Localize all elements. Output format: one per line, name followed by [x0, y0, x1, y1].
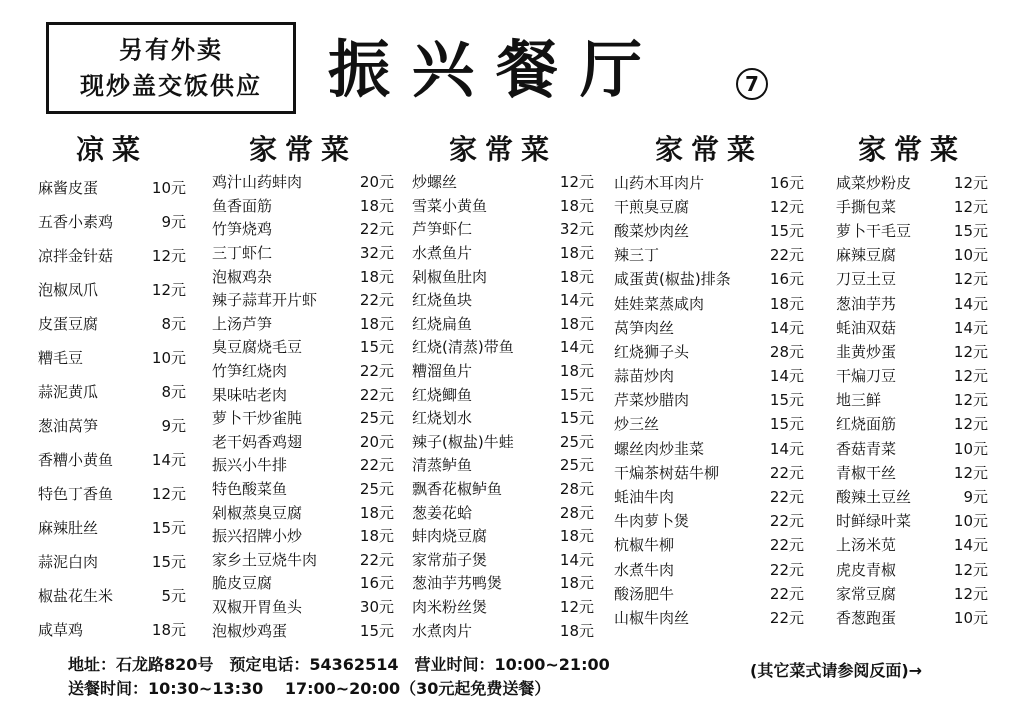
dish-row — [614, 170, 804, 194]
dish-row — [412, 335, 594, 359]
dish-price: 12元 — [953, 560, 988, 579]
column-title: 家常菜 — [448, 133, 557, 166]
dish-row — [212, 618, 394, 642]
dish-row — [212, 453, 394, 477]
dish-name: 剁椒鱼肚肉 — [412, 267, 488, 286]
dish-row — [412, 618, 594, 642]
dish-name: 香菇青菜 — [836, 439, 897, 458]
dish-price: 18元 — [359, 527, 394, 546]
dish-price: 10元 — [151, 178, 186, 197]
dish-name: 炒螺丝 — [412, 173, 458, 192]
dish-price: 12元 — [953, 173, 988, 192]
dish-name: 虎皮青椒 — [836, 560, 897, 579]
dish-name: 蚌肉烧豆腐 — [412, 527, 488, 546]
dish-name: 炒三丝 — [614, 415, 660, 434]
dish-row — [614, 557, 804, 581]
dish-name: 老干妈香鸡翅 — [212, 432, 303, 451]
dish-row — [212, 500, 394, 524]
dish-name: 地三鲜 — [836, 391, 882, 410]
dish-price: 22元 — [359, 385, 394, 404]
dish-name: 辣子(椒盐)牛蛙 — [412, 432, 514, 451]
dish-name: 五香小素鸡 — [38, 212, 114, 231]
dish-name: 水煮牛肉 — [614, 560, 675, 579]
dish-name: 泡椒鸡杂 — [212, 267, 273, 286]
dish-price: 22元 — [769, 536, 804, 555]
dish-price: 12元 — [953, 367, 988, 386]
dish-price: 22元 — [769, 246, 804, 265]
dish-name: 葱油芋艿鸭煲 — [412, 574, 503, 593]
dish-price: 18元 — [559, 196, 594, 215]
dish-row — [614, 364, 804, 388]
dish-row — [836, 218, 988, 242]
dish-name: 牛肉萝卜煲 — [614, 512, 690, 531]
dish-row — [212, 406, 394, 430]
dish-price: 25元 — [359, 409, 394, 428]
dish-name: 凉拌金针菇 — [38, 246, 114, 265]
dish-row — [836, 533, 988, 557]
dish-price: 18元 — [559, 574, 594, 593]
dish-price: 10元 — [953, 608, 988, 627]
dish-row — [212, 312, 394, 336]
dish-price: 14元 — [953, 294, 988, 313]
dish-name: 椒盐花生米 — [38, 586, 114, 605]
dish-price: 15元 — [151, 518, 186, 537]
dish-row — [212, 430, 394, 454]
dish-row — [614, 460, 804, 484]
dish-row — [212, 241, 394, 265]
dish-price: 15元 — [953, 221, 988, 240]
dish-price: 14元 — [769, 367, 804, 386]
dish-row — [38, 442, 186, 476]
dish-row — [212, 288, 394, 312]
dish-name: 干煸刀豆 — [836, 367, 897, 386]
dish-name: 手撕包菜 — [836, 197, 897, 216]
dish-price: 15元 — [769, 391, 804, 410]
dish-row — [38, 306, 186, 340]
dish-name: 家常茄子煲 — [412, 550, 488, 569]
dish-price: 14元 — [953, 536, 988, 555]
dish-price: 18元 — [359, 196, 394, 215]
dish-price: 22元 — [769, 584, 804, 603]
dish-row — [38, 476, 186, 510]
dish-name: 清蒸鲈鱼 — [412, 456, 473, 475]
dish-row — [614, 581, 804, 605]
dish-row — [412, 477, 594, 501]
dish-name: 咸草鸡 — [38, 620, 84, 639]
menu-column-home-style-1 — [212, 130, 394, 642]
dish-row — [412, 430, 594, 454]
dish-row — [836, 291, 988, 315]
dish-row — [836, 605, 988, 629]
dish-price: 8元 — [161, 382, 186, 401]
dish-name: 蒜泥白肉 — [38, 552, 99, 571]
dish-price: 32元 — [359, 244, 394, 263]
dish-name: 干煸茶树菇牛柳 — [614, 463, 720, 482]
dish-name: 皮蛋豆腐 — [38, 314, 99, 333]
menu-column-home-style-4 — [836, 130, 988, 630]
dish-price: 16元 — [769, 173, 804, 192]
dish-row — [38, 578, 186, 612]
dish-row — [38, 510, 186, 544]
dish-name: 山椒牛肉丝 — [614, 608, 690, 627]
dish-price: 22元 — [769, 560, 804, 579]
dish-name: 家常豆腐 — [836, 584, 897, 603]
dish-name: 振兴招牌小炒 — [212, 527, 303, 546]
dish-price: 28元 — [559, 480, 594, 499]
dish-name: 辣三丁 — [614, 246, 660, 265]
dish-row — [614, 243, 804, 267]
dish-price: 5元 — [161, 586, 186, 605]
dish-name: 辣子蒜茸开片虾 — [212, 291, 318, 310]
dish-price: 28元 — [769, 342, 804, 361]
dish-name: 萝卜干毛豆 — [836, 221, 912, 240]
dish-name: 蒜苗炒肉 — [614, 367, 675, 386]
dish-row — [614, 339, 804, 363]
dish-row — [212, 548, 394, 572]
dish-name: 剁椒蒸臭豆腐 — [212, 503, 303, 522]
dish-row — [38, 544, 186, 578]
dish-name: 红烧鱼块 — [412, 291, 473, 310]
dish-price: 25元 — [559, 432, 594, 451]
dish-name: 飘香花椒鲈鱼 — [412, 480, 503, 499]
dish-row — [836, 509, 988, 533]
dish-price: 12元 — [769, 197, 804, 216]
dish-price: 22元 — [359, 291, 394, 310]
see-reverse-note: (其它菜式请参阅反面)→ — [750, 661, 923, 680]
dish-name: 红烧鲫鱼 — [412, 385, 473, 404]
dish-price: 12元 — [151, 484, 186, 503]
dish-row — [412, 524, 594, 548]
takeout-line-2: 现炒盖交饭供应 — [80, 71, 262, 100]
dish-name: 娃娃菜蒸咸肉 — [614, 294, 705, 313]
dish-price: 22元 — [359, 456, 394, 475]
dish-row — [614, 315, 804, 339]
dish-name: 雪菜小黄鱼 — [412, 196, 488, 215]
dish-price: 18元 — [151, 620, 186, 639]
dish-name: 竹笋烧鸡 — [212, 220, 273, 239]
dish-row — [614, 194, 804, 218]
dish-row — [412, 264, 594, 288]
dish-price: 9元 — [963, 488, 988, 507]
dish-name: 酸菜炒肉丝 — [614, 221, 690, 240]
dish-name: 糟溜鱼片 — [412, 362, 473, 381]
dish-row — [836, 364, 988, 388]
dish-price: 22元 — [359, 362, 394, 381]
dish-price: 12元 — [559, 597, 594, 616]
dish-price: 15元 — [769, 415, 804, 434]
dish-price: 9元 — [161, 416, 186, 435]
dish-name: 莴笋肉丝 — [614, 318, 675, 337]
dish-price: 12元 — [953, 584, 988, 603]
dish-price: 12元 — [953, 270, 988, 289]
dish-name: 竹笋红烧肉 — [212, 362, 288, 381]
dish-price: 15元 — [151, 552, 186, 571]
column-title: 家常菜 — [857, 133, 966, 166]
dish-name: 杭椒牛柳 — [614, 536, 675, 555]
dish-row — [412, 359, 594, 383]
dish-price: 32元 — [559, 220, 594, 239]
dish-row — [412, 406, 594, 430]
dish-name: 泡椒炒鸡蛋 — [212, 621, 288, 640]
dish-price: 18元 — [359, 314, 394, 333]
dish-row — [38, 170, 186, 204]
dish-row — [212, 524, 394, 548]
dish-row — [38, 408, 186, 442]
menu-number-badge: 7 — [736, 68, 768, 100]
dish-name: 麻辣豆腐 — [836, 246, 897, 265]
dish-name: 葱姜花蛤 — [412, 503, 473, 522]
footer-address-line: 地址：石龙路820号 预定电话：54362514 营业时间：10:00~21:00 — [68, 655, 610, 674]
dish-row — [38, 374, 186, 408]
dish-name: 鱼香面筋 — [212, 196, 273, 215]
dish-row — [212, 359, 394, 383]
dish-name: 双椒开胃鱼头 — [212, 597, 303, 616]
dish-price: 22元 — [769, 512, 804, 531]
dish-row — [836, 194, 988, 218]
dish-price: 12元 — [953, 463, 988, 482]
dish-price: 18元 — [559, 527, 594, 546]
dish-price: 9元 — [161, 212, 186, 231]
dish-name: 特色丁香鱼 — [38, 484, 114, 503]
dish-name: 芹菜炒腊肉 — [614, 391, 690, 410]
dish-price: 15元 — [359, 621, 394, 640]
dish-list — [836, 170, 988, 630]
dish-price: 18元 — [769, 294, 804, 313]
dish-name: 三丁虾仁 — [212, 244, 273, 263]
dish-row — [614, 436, 804, 460]
dish-row — [614, 533, 804, 557]
dish-row — [38, 272, 186, 306]
dish-row — [412, 288, 594, 312]
dish-name: 蚝油双菇 — [836, 318, 897, 337]
dish-name: 芦笋虾仁 — [412, 220, 473, 239]
dish-name: 泡椒凤爪 — [38, 280, 99, 299]
menu-column-cold-dishes — [38, 130, 186, 646]
dish-row — [614, 267, 804, 291]
dish-name: 酸辣土豆丝 — [836, 488, 912, 507]
dish-list — [614, 170, 804, 630]
column-title: 家常菜 — [248, 133, 357, 166]
dish-price: 22元 — [769, 608, 804, 627]
dish-price: 14元 — [559, 291, 594, 310]
dish-name: 香糟小黄鱼 — [38, 450, 114, 469]
dish-price: 25元 — [559, 456, 594, 475]
dish-name: 红烧划水 — [412, 409, 473, 428]
dish-row — [412, 382, 594, 406]
dish-row — [836, 339, 988, 363]
dish-price: 14元 — [769, 318, 804, 337]
dish-row — [412, 571, 594, 595]
dish-name: 干煎臭豆腐 — [614, 197, 690, 216]
footer-delivery-line: 送餐时间：10:30~13:30 17:00~20:00（30元起免费送餐） — [68, 679, 551, 698]
dish-name: 脆皮豆腐 — [212, 574, 273, 593]
dish-name: 上汤米苋 — [836, 536, 897, 555]
dish-price: 18元 — [559, 314, 594, 333]
dish-name: 刀豆土豆 — [836, 270, 897, 289]
dish-price: 22元 — [769, 488, 804, 507]
dish-list — [38, 170, 186, 646]
dish-price: 14元 — [151, 450, 186, 469]
dish-price: 20元 — [359, 432, 394, 451]
dish-name: 红烧面筋 — [836, 415, 897, 434]
dish-row — [412, 595, 594, 619]
dish-name: 螺丝肉炒韭菜 — [614, 439, 705, 458]
dish-name: 肉米粉丝煲 — [412, 597, 488, 616]
dish-name: 蚝油牛肉 — [614, 488, 675, 507]
dish-name: 特色酸菜鱼 — [212, 480, 288, 499]
dish-row — [836, 170, 988, 194]
dish-row — [836, 581, 988, 605]
dish-price: 22元 — [359, 220, 394, 239]
dish-name: 红烧扁鱼 — [412, 314, 473, 333]
dish-price: 25元 — [359, 480, 394, 499]
dish-row — [212, 217, 394, 241]
dish-row — [412, 217, 594, 241]
dish-row — [836, 388, 988, 412]
dish-row — [614, 218, 804, 242]
dish-price: 12元 — [151, 280, 186, 299]
dish-price: 12元 — [953, 197, 988, 216]
dish-name: 韭黄炒蛋 — [836, 342, 897, 361]
dish-price: 18元 — [359, 267, 394, 286]
dish-price: 22元 — [359, 550, 394, 569]
dish-price: 18元 — [559, 244, 594, 263]
dish-price: 15元 — [359, 338, 394, 357]
dish-name: 果味咕老肉 — [212, 385, 288, 404]
dish-row — [212, 194, 394, 218]
dish-row — [614, 291, 804, 315]
menu-column-home-style-2 — [412, 130, 594, 642]
dish-row — [836, 484, 988, 508]
dish-price: 14元 — [559, 550, 594, 569]
dish-price: 14元 — [953, 318, 988, 337]
dish-name: 萝卜干炒雀肫 — [212, 409, 303, 428]
dish-row — [38, 204, 186, 238]
dish-row — [412, 500, 594, 524]
dish-row — [212, 264, 394, 288]
dish-name: 蒜泥黄瓜 — [38, 382, 99, 401]
dish-row — [836, 243, 988, 267]
dish-name: 鸡汁山药蚌肉 — [212, 173, 303, 192]
dish-price: 10元 — [953, 439, 988, 458]
dish-row — [412, 194, 594, 218]
dish-name: 麻酱皮蛋 — [38, 178, 99, 197]
dish-price: 18元 — [359, 503, 394, 522]
dish-row — [212, 477, 394, 501]
dish-price: 14元 — [559, 338, 594, 357]
dish-price: 18元 — [559, 267, 594, 286]
dish-row — [212, 382, 394, 406]
dish-price: 8元 — [161, 314, 186, 333]
dish-price: 15元 — [559, 385, 594, 404]
dish-name: 时鲜绿叶菜 — [836, 512, 912, 531]
dish-row — [38, 340, 186, 374]
dish-name: 家乡土豆烧牛肉 — [212, 550, 318, 569]
dish-price: 18元 — [559, 621, 594, 640]
dish-row — [212, 571, 394, 595]
dish-name: 酸汤肥牛 — [614, 584, 675, 603]
dish-price: 10元 — [151, 348, 186, 367]
column-title: 凉菜 — [75, 133, 148, 166]
menu-column-home-style-3 — [614, 130, 804, 630]
dish-row — [836, 460, 988, 484]
dish-name: 山药木耳肉片 — [614, 173, 705, 192]
dish-row — [836, 412, 988, 436]
dish-row — [836, 315, 988, 339]
dish-name: 红烧狮子头 — [614, 342, 690, 361]
dish-row — [836, 267, 988, 291]
dish-name: 葱油芋艿 — [836, 294, 897, 313]
takeout-line-1: 另有外卖 — [119, 35, 223, 64]
dish-name: 咸菜炒粉皮 — [836, 173, 912, 192]
dish-price: 18元 — [559, 362, 594, 381]
dish-name: 臭豆腐烧毛豆 — [212, 338, 303, 357]
dish-price: 15元 — [559, 409, 594, 428]
dish-price: 30元 — [359, 597, 394, 616]
dish-row — [836, 436, 988, 460]
dish-price: 15元 — [769, 221, 804, 240]
dish-name: 水煮鱼片 — [412, 244, 473, 263]
takeout-notice-box — [46, 22, 296, 114]
dish-row — [412, 241, 594, 265]
dish-name: 红烧(清蒸)带鱼 — [412, 338, 514, 357]
dish-row — [212, 335, 394, 359]
dish-price: 10元 — [953, 512, 988, 531]
dish-name: 咸蛋黄(椒盐)排条 — [614, 270, 731, 289]
dish-row — [212, 170, 394, 194]
dish-price: 14元 — [769, 439, 804, 458]
dish-price: 12元 — [953, 342, 988, 361]
dish-row — [212, 595, 394, 619]
dish-price: 12元 — [151, 246, 186, 265]
dish-name: 香葱跑蛋 — [836, 608, 897, 627]
dish-name: 青椒干丝 — [836, 463, 897, 482]
dish-row — [412, 170, 594, 194]
dish-price: 12元 — [559, 173, 594, 192]
dish-row — [614, 605, 804, 629]
dish-name: 糟毛豆 — [38, 348, 84, 367]
dish-row — [412, 548, 594, 572]
dish-row — [412, 312, 594, 336]
dish-row — [836, 557, 988, 581]
dish-list — [212, 170, 394, 642]
dish-name: 葱油莴笋 — [38, 416, 99, 435]
dish-name: 振兴小牛排 — [212, 456, 288, 475]
restaurant-name: 振兴餐厅 — [328, 33, 665, 106]
dish-name: 麻辣肚丝 — [38, 518, 99, 537]
dish-name: 水煮肉片 — [412, 621, 473, 640]
dish-row — [38, 238, 186, 272]
dish-price: 16元 — [769, 270, 804, 289]
dish-price: 20元 — [359, 173, 394, 192]
dish-name: 上汤芦笋 — [212, 314, 273, 333]
dish-price: 16元 — [359, 574, 394, 593]
column-title: 家常菜 — [654, 133, 763, 166]
dish-price: 10元 — [953, 246, 988, 265]
dish-row — [614, 388, 804, 412]
dish-price: 12元 — [953, 415, 988, 434]
dish-row — [614, 484, 804, 508]
dish-list — [412, 170, 594, 642]
dish-row — [614, 412, 804, 436]
dish-price: 12元 — [953, 391, 988, 410]
dish-price: 28元 — [559, 503, 594, 522]
dish-price: 22元 — [769, 463, 804, 482]
dish-row — [614, 509, 804, 533]
dish-row — [412, 453, 594, 477]
dish-row — [38, 612, 186, 646]
